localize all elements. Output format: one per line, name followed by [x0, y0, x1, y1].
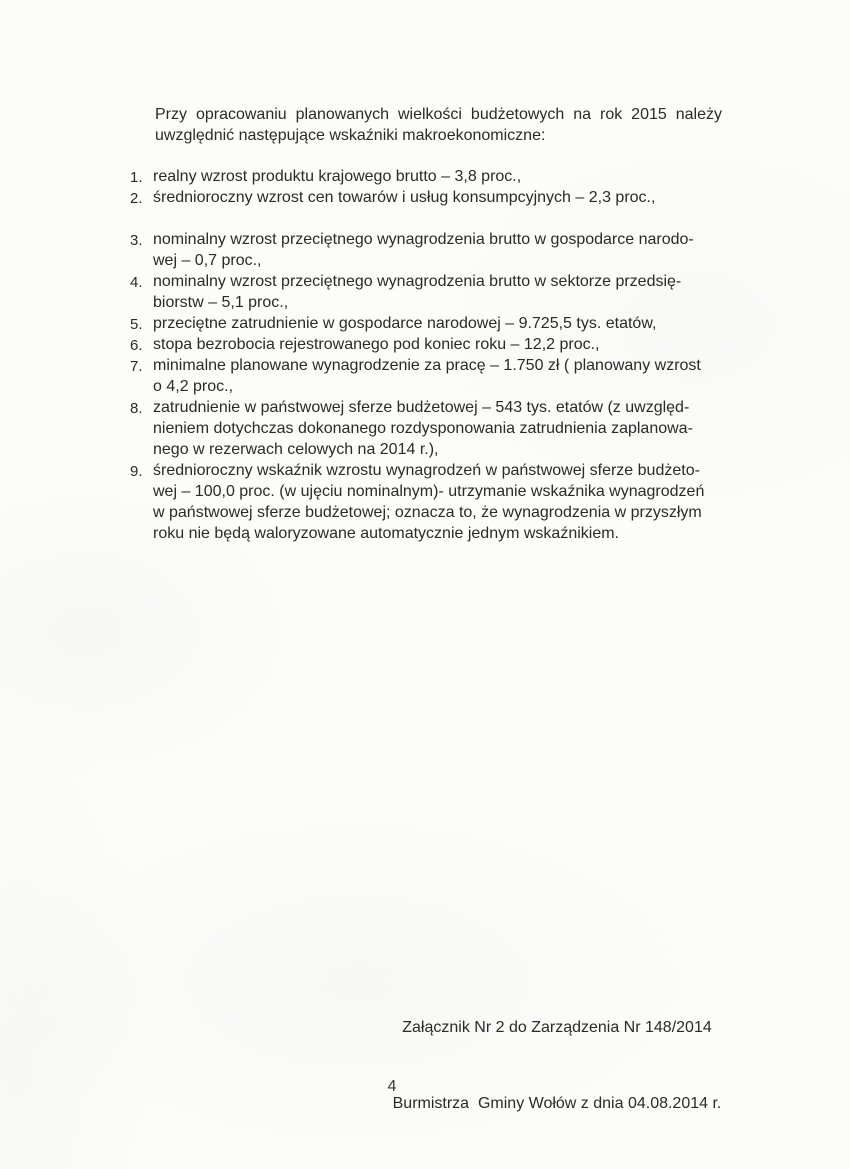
item-line: roku nie będą waloryzowane automatycznie jednym wskaźnikiem.: [153, 525, 619, 542]
item-line: średnioroczny wzrost cen towarów i usług konsumpcyjnych – 2,3 proc.,: [153, 189, 656, 206]
item-number: 2.: [130, 190, 143, 207]
attachment-footer: [332, 975, 782, 1156]
item-line: minimalne planowane wynagrodzenie za pracę – 1.750 zł ( planowany wzrost: [153, 357, 701, 374]
page-number: 4: [387, 1078, 397, 1095]
list-item: [130, 166, 750, 187]
item-number: 3.: [130, 232, 143, 249]
item-number: 4.: [130, 274, 143, 291]
item-number: 7.: [130, 358, 143, 375]
item-line: o 4,2 proc.,: [153, 378, 234, 395]
list-item: [130, 187, 750, 208]
intro-line: Przy opracowaniu planowanych wielkości budżetowych na rok 2015 należy: [155, 106, 722, 123]
item-line: stopa bezrobocia rejestrowanego pod koniec roku – 12,2 proc.,: [153, 336, 600, 353]
list-item: [130, 271, 750, 313]
item-number: 6.: [130, 337, 143, 354]
intro-paragraph: [155, 104, 741, 146]
item-number: 9.: [130, 463, 143, 480]
item-line: zatrudnienie w państwowej sferze budżetowej – 543 tys. etatów (z uwzględ-: [153, 399, 690, 416]
item-line: w państwowej sferze budżetowej; oznacza to, że wynagrodzenia w przyszłym: [153, 504, 702, 521]
list-item: [130, 397, 750, 460]
item-line: wej – 0,7 proc.,: [153, 252, 262, 269]
footer-issuer-line: Burmistrza Gminy Wołów z dnia 04.08.2014 r.: [392, 1095, 722, 1112]
item-line: realny wzrost produktu krajowego brutto – 3,8 proc.,: [153, 168, 522, 185]
list-item: [130, 229, 750, 271]
item-number: 1.: [130, 169, 143, 186]
list-item: [130, 313, 750, 334]
item-line: nieniem dotychczas dokonanego rozdysponowania zatrudnienia zaplanowa-: [153, 420, 693, 437]
item-line: nominalny wzrost przeciętnego wynagrodzenia brutto w sektorze przedsię-: [153, 273, 682, 290]
item-number: 8.: [130, 400, 143, 417]
indicator-list: [130, 166, 750, 544]
intro-line: uwzględnić następujące wskaźniki makroekonomiczne:: [155, 127, 546, 144]
item-line: nego w rezerwach celowych na 2014 r.),: [153, 441, 439, 458]
list-item: [130, 460, 750, 544]
footer-attachment-line: Załącznik Nr 2 do Zarządzenia Nr 148/2014: [402, 1019, 712, 1036]
item-line: nominalny wzrost przeciętnego wynagrodzenia brutto w gospodarce narodo-: [153, 231, 694, 248]
item-line: biorstw – 5,1 proc.,: [153, 294, 289, 311]
list-item: [130, 355, 750, 397]
item-line: przeciętne zatrudnienie w gospodarce narodowej – 9.725,5 tys. etatów,: [153, 315, 657, 332]
item-number: 5.: [130, 316, 143, 333]
item-line: średnioroczny wskaźnik wzrostu wynagrodzeń w państwowej sferze budżeto-: [153, 462, 700, 479]
list-item: [130, 334, 750, 355]
item-line: wej – 100,0 proc. (w ujęciu nominalnym)- utrzymanie wskaźnika wynagrodzeń: [153, 483, 705, 500]
